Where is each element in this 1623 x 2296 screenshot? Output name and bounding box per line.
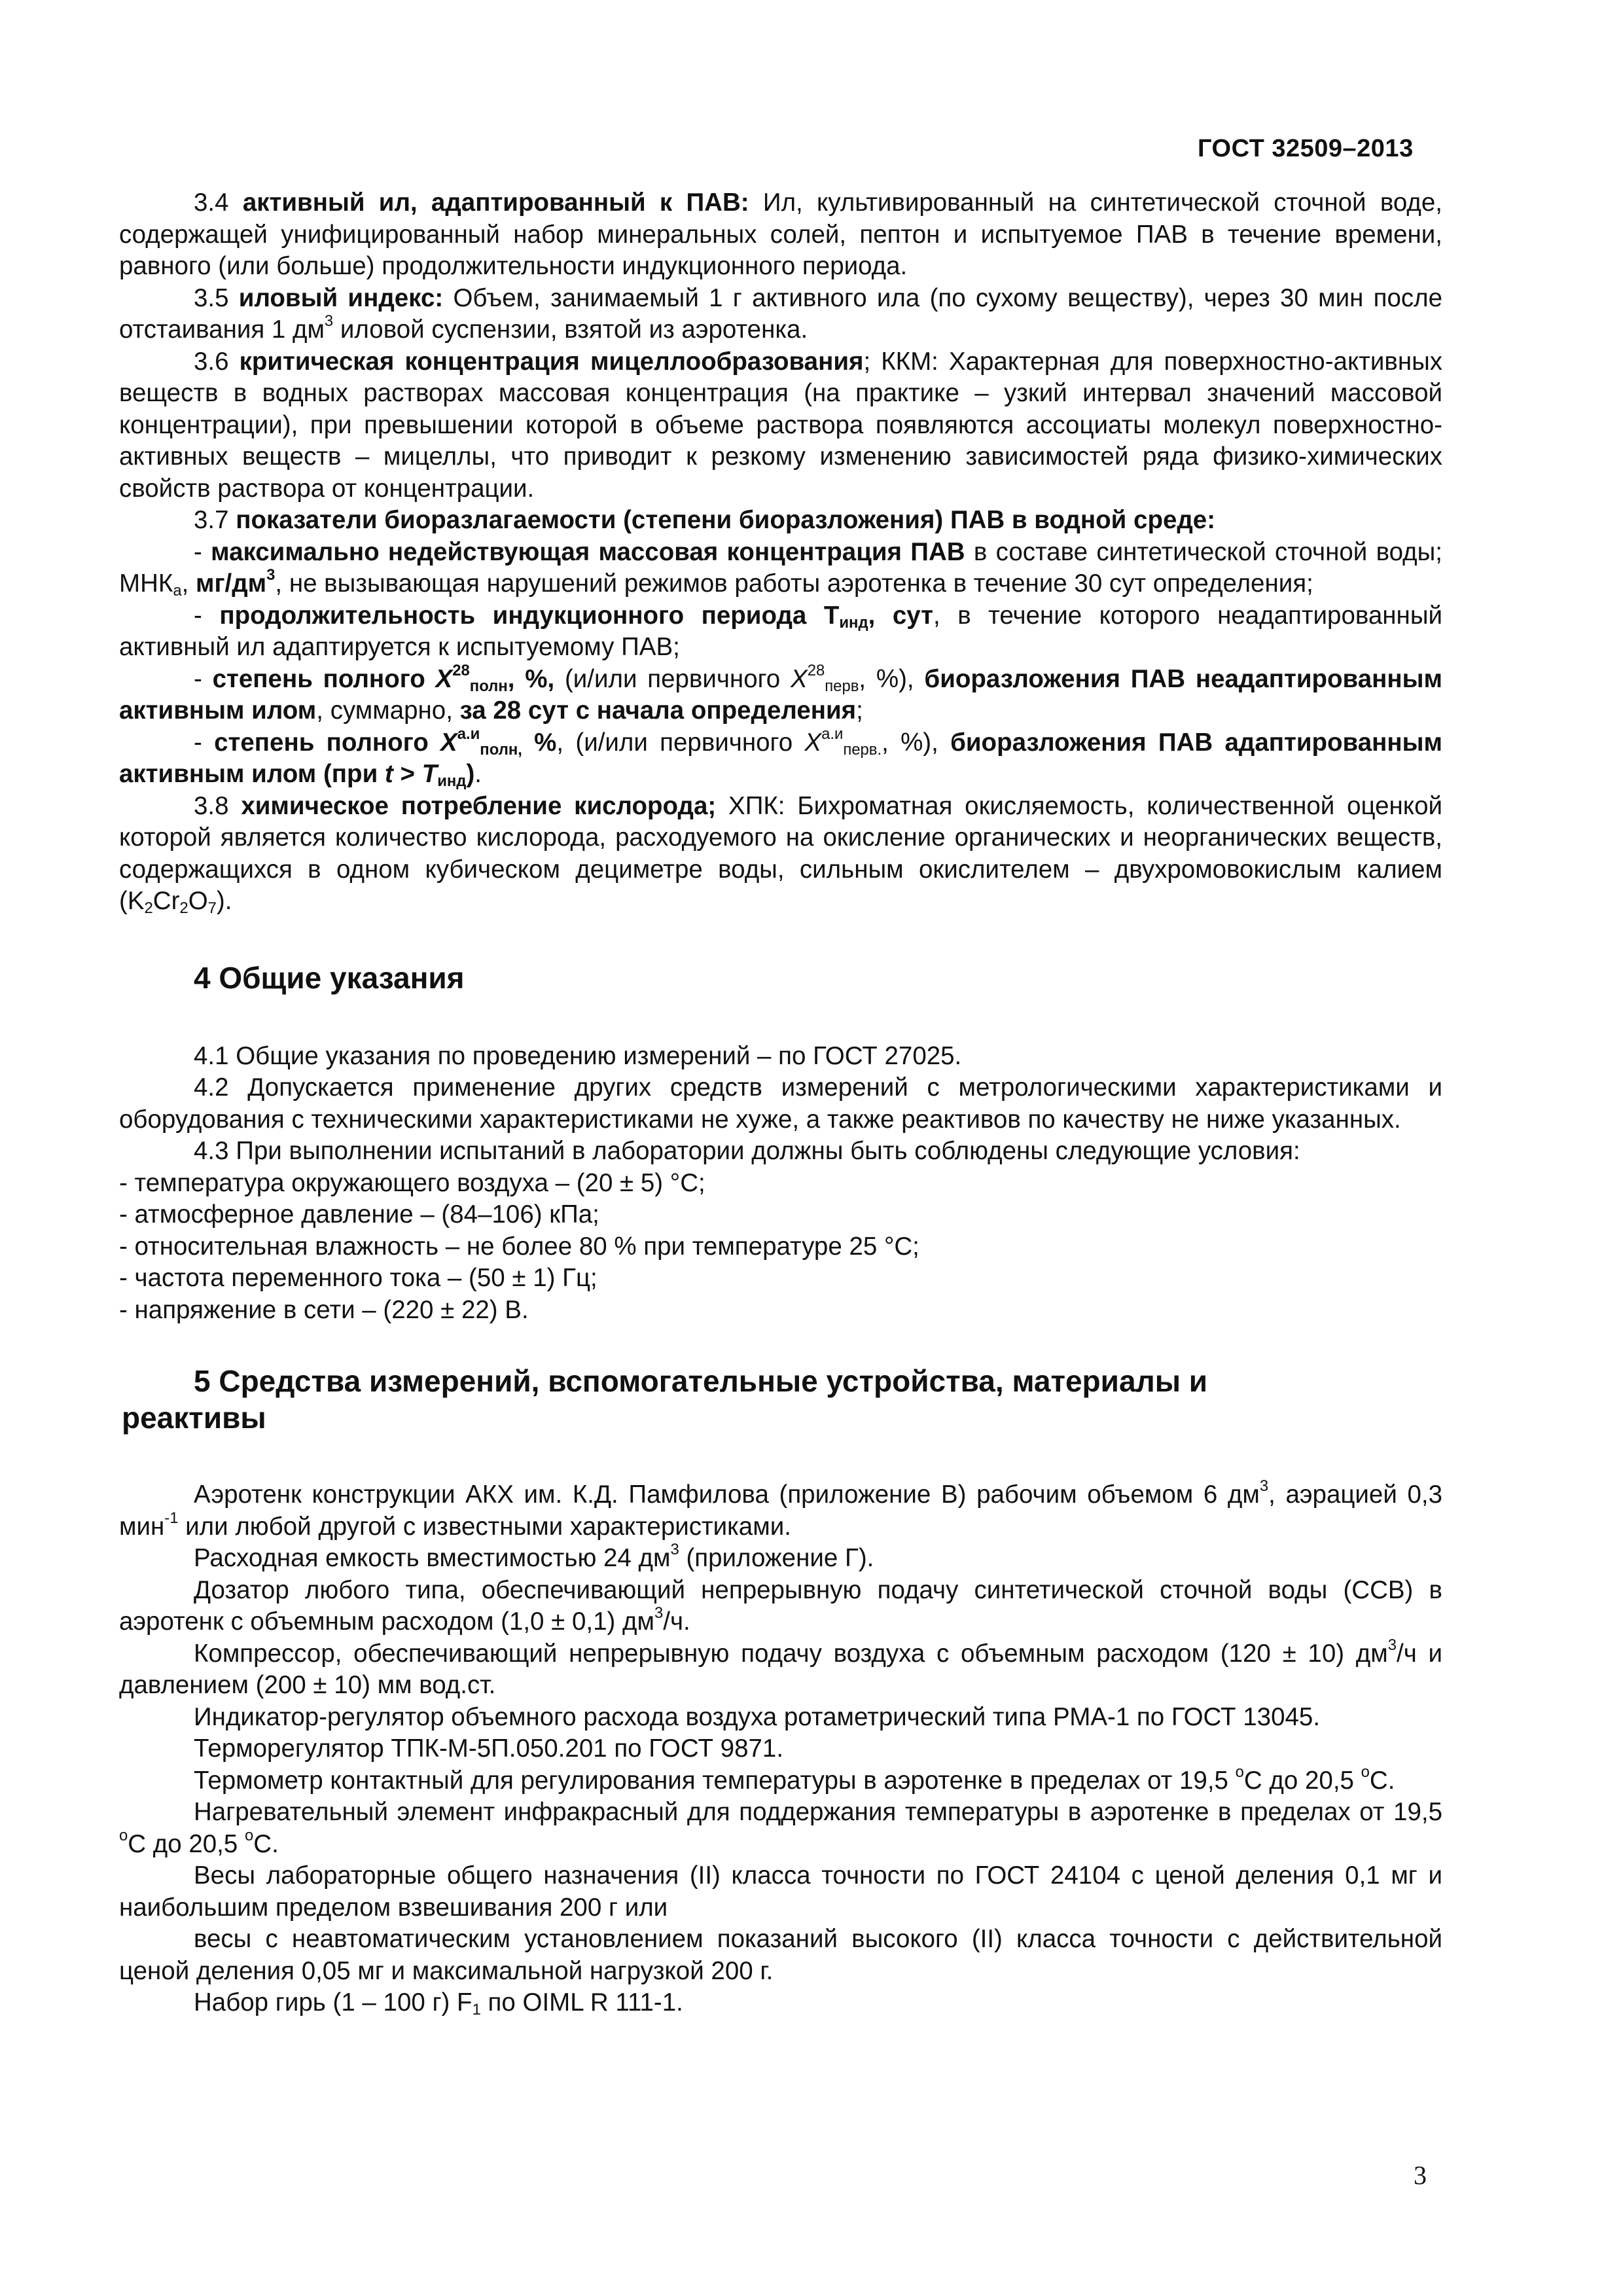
term: максимально недействующая массовая концентрация ПАВ xyxy=(211,537,965,566)
subscript: а xyxy=(173,581,182,600)
item-text: . xyxy=(474,760,482,788)
term: % xyxy=(522,728,557,757)
term: степень полного xyxy=(214,728,441,757)
section-4-heading: 4 Общие указания xyxy=(194,960,465,995)
indicator-item-mnk xyxy=(119,537,1442,600)
equipment-thermometer xyxy=(119,1765,1442,1797)
item-text: ; xyxy=(856,696,863,725)
list-dash: - xyxy=(194,664,213,693)
equipment-dosing-unit xyxy=(119,1575,1442,1638)
term: за 28 сут с начала определения xyxy=(459,696,857,725)
term: показатели биоразлагаемости (степени биоразложения) ПАВ в водной среде: xyxy=(236,506,1216,534)
item-text: в составе синтетической сточной воды; МНК xyxy=(119,537,1442,598)
term: продолжительность индукционного периода Т xyxy=(219,601,840,630)
item-text: (и/или первичного xyxy=(554,664,791,693)
clause-number: 3.8 xyxy=(194,791,241,820)
term: степень полного xyxy=(212,664,436,693)
subscript: инд xyxy=(437,772,467,790)
subscript: перв. xyxy=(843,740,882,759)
equipment-text: , аэрацией 0,3 мин xyxy=(119,1480,1442,1541)
definition-3-6 xyxy=(119,346,1442,505)
equipment-scales-nonautomatic: весы с неавтоматическим установлением показаний высокого (II) класса точности с действительной ценой деления 0,05 мг и максимальной нагрузкой 200 г. xyxy=(119,1925,1442,1985)
term: химическое потребление кислорода; xyxy=(241,791,717,820)
equipment-tank xyxy=(119,1543,1442,1575)
item-text: , суммарно, xyxy=(316,696,460,725)
item-text: , %), xyxy=(859,664,925,693)
definition-text: O xyxy=(188,887,208,915)
condition-item: - частота переменного тока – (50 ± 1) Гц; xyxy=(119,1264,597,1292)
equipment-weights xyxy=(119,1987,1442,2019)
definition-text: Cr xyxy=(152,887,180,915)
heading-line: реактивы xyxy=(122,1401,266,1435)
equipment-text: С. xyxy=(253,1829,279,1858)
document-body xyxy=(119,187,1442,2019)
condition-item: - температура окружающего воздуха – (20 ± 5) °С; xyxy=(119,1168,705,1197)
symbol: Т xyxy=(421,760,438,788)
definition-text: ХПК: Бихроматная окисляемость, количественной оценкой которой является количество кислорода, расходуемого на окисление органических и неорганических веществ, содержащихся в одном кубическом дециметре воды, сильным окислителем – двухромовокислым калием (K xyxy=(119,791,1443,915)
term: ) xyxy=(466,760,475,788)
condition-item: - напряжение в сети – (220 ± 22) В. xyxy=(119,1295,529,1324)
term: иловый индекс: xyxy=(238,283,444,312)
equipment-text: /ч. xyxy=(663,1607,690,1636)
list-dash: - xyxy=(194,601,220,630)
item-text: , не вызывающая нарушений режимов работы аэротенка в течение 30 сут определения; xyxy=(275,569,1313,598)
term: биоразложения ПАВ адаптированным активным илом (при xyxy=(119,728,1442,788)
term: активный ил, адаптированный к ПАВ: xyxy=(242,188,749,217)
equipment-text: Компрессор, обеспечивающий непрерывную подачу воздуха с объемным расходом (120 ± 10) дм xyxy=(194,1639,1388,1668)
equipment-compressor xyxy=(119,1638,1442,1702)
unit: мг/дм xyxy=(196,569,267,598)
section-5-heading xyxy=(119,1363,1442,1436)
superscript: 3 xyxy=(1387,1636,1397,1654)
definition-3-5 xyxy=(119,283,1442,346)
superscript: 3 xyxy=(654,1604,664,1623)
term: , сут xyxy=(868,601,933,630)
equipment-flow-indicator: Индикатор-регулятор объемного расхода воздуха ротаметрический типа РМА-1 по ГОСТ 13045. xyxy=(194,1702,1321,1731)
clause-number: 3.7 xyxy=(194,506,236,534)
equipment-text: (приложение Г). xyxy=(679,1544,874,1572)
equipment-text: Аэротенк конструкции АКХ им. К.Д. Памфилова (приложение В) рабочим объемом 6 дм xyxy=(194,1480,1260,1509)
subscript: полн xyxy=(469,677,508,695)
equipment-text: С. xyxy=(1369,1766,1395,1795)
equipment-text: по OIML R 111-1. xyxy=(480,1988,683,2017)
subscript: полн, xyxy=(480,740,522,759)
superscript: о xyxy=(1361,1763,1370,1781)
symbol: X xyxy=(804,728,822,757)
clause-4-1: 4.1 Общие указания по проведению измерений – по ГОСТ 27025. xyxy=(194,1041,962,1070)
clause-4-2: 4.2 Допускается применение других средств измерений с метрологическими характеристиками и оборудования с техническими характеристиками не хуже, а также реактивов по качеству не ниже указанных. xyxy=(119,1073,1442,1134)
list-dash: - xyxy=(194,728,215,757)
equipment-text: Расходная емкость вместимостью 24 дм xyxy=(194,1544,671,1572)
equipment-text: С до 20,5 xyxy=(1243,1766,1361,1795)
subscript: перв xyxy=(825,677,859,695)
superscript: 3 xyxy=(324,312,334,331)
symbol: t xyxy=(384,760,393,788)
equipment-scales-general: Весы лабораторные общего назначения (II) класса точности по ГОСТ 24104 с ценой деления 0,1 мг и наибольшим пределом взвешивания 200 г или xyxy=(119,1861,1442,1922)
list-dash: - xyxy=(194,537,211,566)
equipment-text: Нагревательный элемент инфракрасный для поддержания температуры в аэротенке в пределах от 19,5 xyxy=(194,1798,1442,1826)
item-text: , (и/или первичного xyxy=(556,728,805,757)
equipment-text: Термометр контактный для регулирования температуры в аэротенке в пределах от 19,5 xyxy=(194,1766,1236,1795)
definition-text: Ил, культивированный на синтетической сточной воде, содержащей унифицированный набор минеральных солей, пептон и испытуемое ПАВ в течение времени, равного (или больше) продолжительности индукционного периода. xyxy=(119,188,1442,280)
indicator-item-non-adapted xyxy=(119,661,1442,727)
symbol: X xyxy=(435,664,453,693)
document-id-header: ГОСТ 32509–2013 xyxy=(1198,135,1414,162)
definition-text: ). xyxy=(216,887,232,915)
clause-number: 3.6 xyxy=(194,347,240,376)
term: , %, xyxy=(507,664,555,693)
term: критическая концентрация мицеллообразования xyxy=(239,347,864,376)
condition-item: - относительная влажность – не более 80 % при температуре 25 °С; xyxy=(119,1232,919,1261)
clause-number: 3.5 xyxy=(194,283,239,312)
equipment-text: Дозатор любого типа, обеспечивающий непрерывную подачу синтетической сточной воды (ССВ) в аэротенк с объемным расходом (1,0 ± 0,1) дм xyxy=(119,1575,1442,1636)
definition-text: иловой суспензии, взятой из аэротенка. xyxy=(333,315,808,344)
symbol: X xyxy=(440,728,457,757)
superscript: 3 xyxy=(1259,1477,1269,1496)
indicator-item-adapted xyxy=(119,727,1442,791)
operator: > xyxy=(393,760,422,788)
superscript: а.и xyxy=(821,725,844,743)
subscript: 2 xyxy=(144,899,153,917)
definition-3-7 xyxy=(119,505,1442,537)
equipment-text: /ч и давлением (200 ± 10) мм вод.ст. xyxy=(119,1639,1442,1699)
subscript: 1 xyxy=(472,2000,481,2018)
definition-3-4 xyxy=(119,187,1442,283)
symbol: X xyxy=(791,664,808,693)
superscript: о xyxy=(119,1826,128,1844)
definition-3-8 xyxy=(119,791,1442,918)
equipment-text: Набор гирь (1 – 100 г) F xyxy=(194,1988,473,2017)
indicator-item-induction xyxy=(119,600,1442,664)
subscript: инд xyxy=(839,613,868,632)
clause-4-3: 4.3 При выполнении испытаний в лаборатории должны быть соблюдены следующие условия: xyxy=(194,1137,1300,1165)
subscript: 7 xyxy=(207,899,217,917)
clause-number: 3.4 xyxy=(194,188,243,217)
condition-item: - атмосферное давление – (84–106) кПа; xyxy=(119,1200,599,1229)
superscript: -1 xyxy=(164,1509,179,1527)
superscript: 3 xyxy=(266,566,276,584)
superscript: 28 xyxy=(807,661,825,679)
superscript: о xyxy=(244,1826,254,1844)
equipment-text: С до 20,5 xyxy=(128,1829,245,1858)
equipment-aerotank xyxy=(119,1479,1442,1543)
superscript: о xyxy=(1235,1763,1244,1781)
page-number: 3 xyxy=(1414,2161,1427,2190)
item-text: , %), xyxy=(882,728,951,757)
term: биоразложения ПАВ неадаптированным активным илом xyxy=(119,664,1442,725)
superscript: 28 xyxy=(452,661,470,679)
item-text: , xyxy=(181,569,196,598)
item-text: , в течение которого неадаптированный активный ил адаптируется к испытуемому ПАВ; xyxy=(119,601,1442,661)
superscript: а.и xyxy=(457,725,480,743)
equipment-thermoregulator: Терморегулятор ТПК-М-5П.050.201 по ГОСТ 9871. xyxy=(194,1734,784,1763)
definition-text: ; ККМ: Характерная для поверхностно-активных веществ в водных растворах массовая концентрация (на практике – узкий интервал значений массовой концентрации), при превышении которой в объеме раствора появляются ассоциаты молекул поверхностно-активных веществ – мицеллы, что приводит к резкому изменению зависимостей ряда физико-химических свойств раствора от концентрации. xyxy=(119,347,1442,503)
equipment-heater xyxy=(119,1797,1442,1860)
heading-line: 5 Средства измерений, вспомогательные устройства, материалы и xyxy=(194,1364,1208,1398)
equipment-text: или любой другой с известными характеристиками. xyxy=(178,1512,791,1541)
superscript: 3 xyxy=(670,1541,679,1559)
subscript: 2 xyxy=(179,899,188,917)
definition-text: Объем, занимаемый 1 г активного ила (по сухому веществу), через 30 мин после отстаивания 1 дм xyxy=(119,283,1443,344)
